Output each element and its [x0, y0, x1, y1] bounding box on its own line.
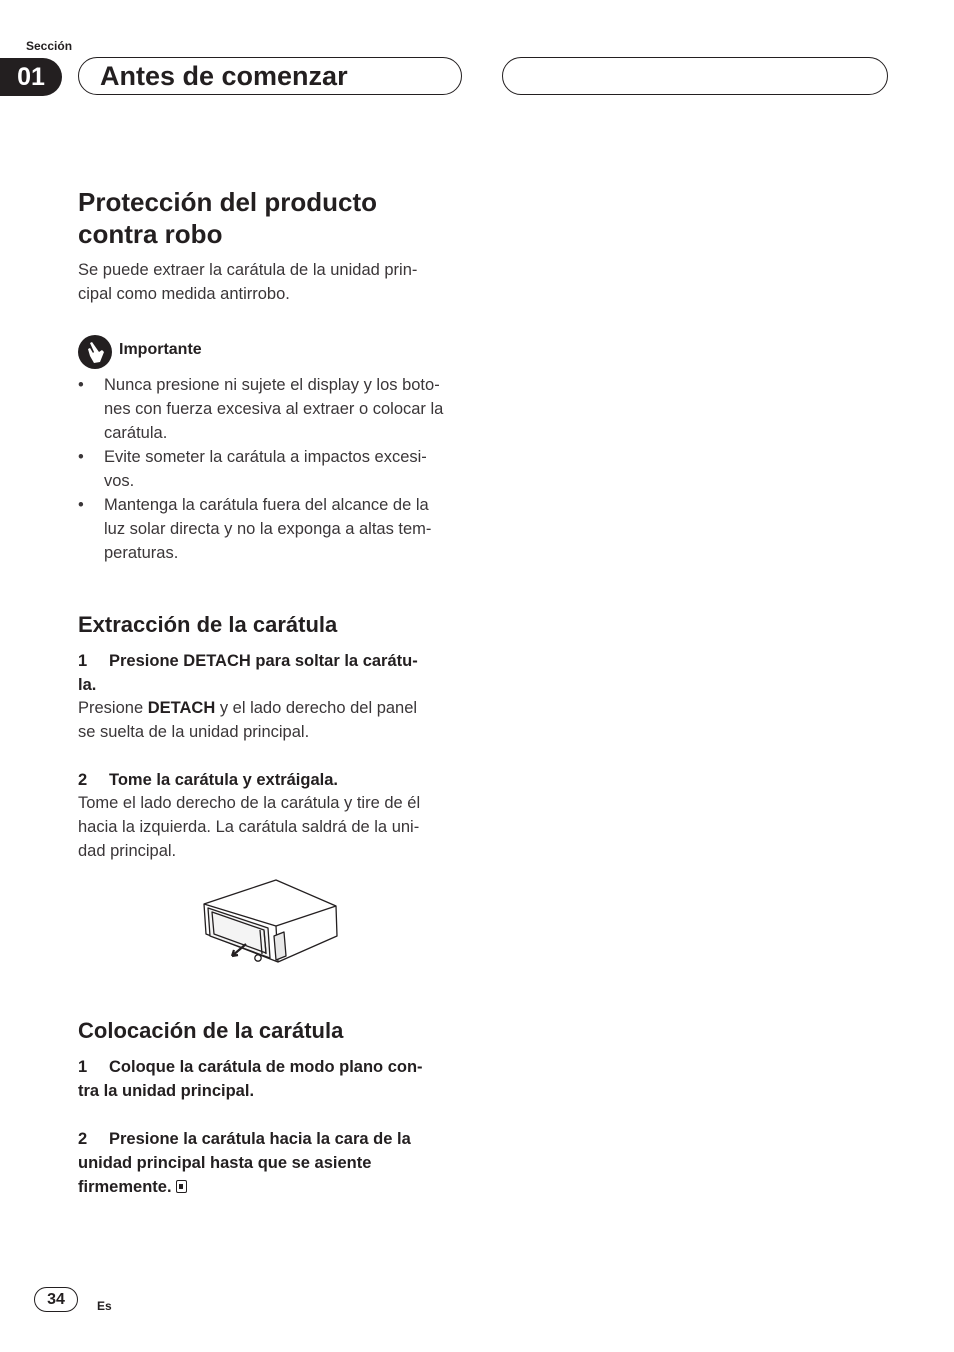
- pointing-hand-icon: [78, 335, 112, 369]
- attach-heading: Colocación de la carátula: [78, 1018, 344, 1043]
- language-code: Es: [97, 1299, 112, 1313]
- section-label: Sección: [26, 39, 73, 53]
- important-list: [78, 373, 464, 565]
- removal-step-1-title: 1 Presione DETACH para soltar la carátu- la.: [78, 649, 464, 697]
- important-label: Importante: [119, 341, 202, 358]
- intro-line-2: cipal como medida antirrobo.: [78, 285, 290, 303]
- list-item: • Nunca presione ni sujete el display y los boto- nes con fuerza excesiva al extraer o colocar la carátula.: [78, 373, 464, 445]
- step-number: 2: [78, 1130, 88, 1148]
- bullet-mark: •: [78, 376, 84, 394]
- page-title-line-2: contra robo: [78, 219, 223, 249]
- attach-step-1-title: 1 Coloque la carátula de modo plano con- tra la unidad principal.: [78, 1055, 464, 1103]
- removal-step-2-title: 2 Tome la carátula y extráigala.: [78, 768, 464, 792]
- step-number: 2: [78, 771, 88, 789]
- list-item: • Mantenga la carátula fuera del alcance de la luz solar directa y no la exponga a altas tem- peraturas.: [78, 493, 464, 565]
- attach-step-2-title: 2 Presione la carátula hacia la cara de la unidad principal hasta que se asiente firmemente.: [78, 1127, 464, 1199]
- page-title: [78, 186, 464, 250]
- bullet-mark: •: [78, 496, 84, 514]
- detach-keyword: DETACH: [147, 699, 216, 717]
- intro-line-1: Se puede extraer la carátula de la unidad prin-: [78, 261, 418, 279]
- page-number: 34: [34, 1287, 78, 1312]
- step-number: 1: [78, 1058, 88, 1076]
- end-of-section-icon: [176, 1180, 187, 1193]
- detach-illustration: [198, 876, 344, 968]
- removal-step-1-body: Presione DETACH y el lado derecho del panel se suelta de la unidad principal.: [78, 699, 418, 741]
- list-item: • Evite someter la carátula a impactos excesi- vos.: [78, 445, 464, 493]
- bullet-mark: •: [78, 448, 84, 466]
- page-title-line-1: Protección del producto: [78, 187, 378, 217]
- step-number: 1: [78, 652, 88, 670]
- section-number-badge: 01: [0, 58, 62, 96]
- intro-paragraph: [78, 258, 464, 306]
- removal-step-2-body: Tome el lado derecho de la carátula y tire de él hacia la izquierda. La carátula saldrá de la uni- dad principal.: [78, 794, 421, 860]
- removal-heading: Extracción de la carátula: [78, 612, 338, 637]
- section-title: Antes de comenzar: [100, 61, 348, 91]
- right-header-frame: [502, 57, 888, 95]
